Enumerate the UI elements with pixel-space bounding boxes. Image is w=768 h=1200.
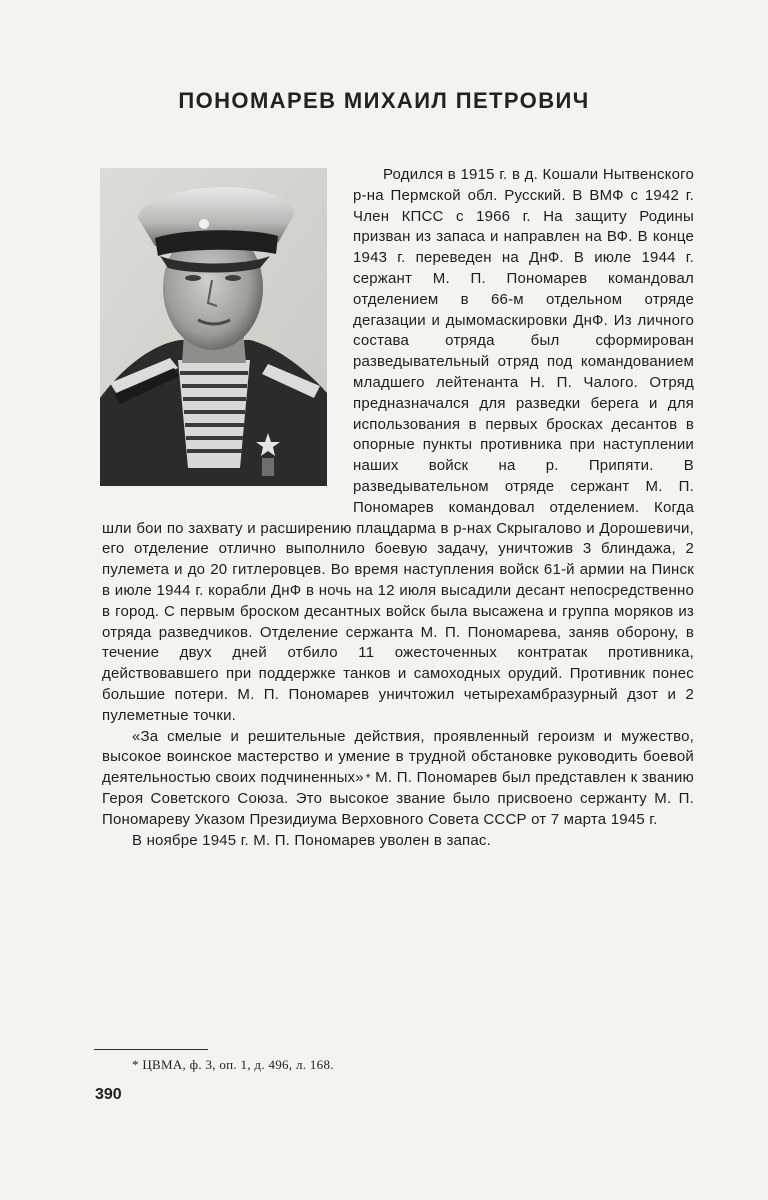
biography-paragraph-final: В ноябре 1945 г. М. П. Пономарев уволен в запас. xyxy=(132,831,491,849)
footnote-marker: * xyxy=(365,771,371,786)
biography-text xyxy=(102,165,694,851)
quote-paragraph xyxy=(102,727,694,831)
quote-text: «За смелые и решительные действия, проявленный героизм и мужество, высокое воинское мастерство и умение в трудной обстановке руководить боевой деятельностью своих подчиненных» xyxy=(102,727,694,787)
footnote-divider xyxy=(94,1049,208,1050)
footnote: * ЦВМА, ф. 3, оп. 1, д. 496, л. 168. xyxy=(132,1057,334,1072)
award-text: М. П. Пономарев был представлен к званию Героя Советского Союза. Это высокое звание было присвоено сержанту М. П. Пономареву Указом Президиума Верховного Совета СССР от 7 марта 1945 г. xyxy=(102,769,694,828)
page-title: ПОНОМАРЕВ МИХАИЛ ПЕТРОВИЧ xyxy=(178,88,590,113)
biography-paragraph-1: Родился в 1915 г. в д. Кошали Нытвенского р-на Пермской обл. Русский. В ВМФ с 1942 г. Член КПСС с 1966 г. На защиту Родины призван из запаса и направлен на ВФ. В конце 1943 г. переведен на ДнФ. В июле 1944 г. сержант М. П. Пономарев командовал отделением в 66-м отдельном отряде дегазации и дымомаскировки ДнФ. Из личного состава отряда был сформирован разведывательный отряд под командованием младшего лейтенанта Н. П. Чалого. Отряд предназначался для разведки берега и для использования в первых бросках десантов в опорные пункты противника при наступлении наших войск на р. Припяти. В разведывательном отряде сержант М. П. Пономарев командовал отделением. Когда шли бои по захвату и расширению плацдарма в р-нах Скрыгалово и Дорошевичи, его отделение отлично выполнило боевую задачу, уничтожив 3 блиндажа, 2 пулемета и до 20 гитлеровцев. Во время наступления войск 61-й армии на Пинск в июле 1944 г. корабли ДнФ в ночь на 12 июля высадили десант непосредственно в город. С первым броском десантных войск была высажена и группа моряков из отряда разведчиков. Отделение сержанта М. П. Пономарева, заняв оборону, в течение двух дней отбило 11 ожесточенных контратак противника, действовавшего при поддержке танков и самоходных орудий. Противник понес большие потери. М. П. Пономарев уничтожил четырехамбразурный дзот и 2 пулеметные точки. xyxy=(102,166,694,724)
page-number: 390 xyxy=(95,1086,122,1103)
